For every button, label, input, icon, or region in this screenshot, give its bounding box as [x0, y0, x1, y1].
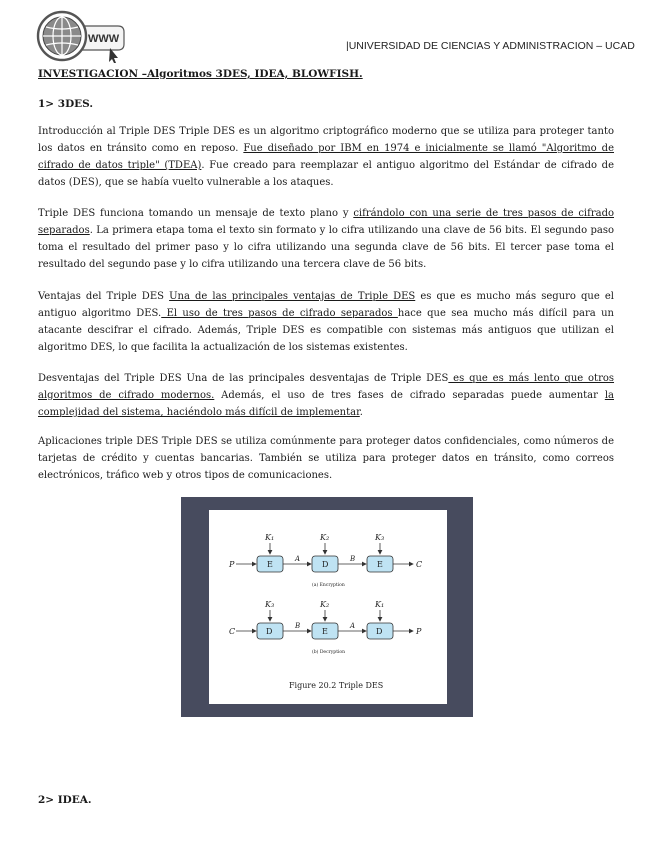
enc-box-3-label: E: [377, 560, 383, 569]
enc-output: C: [416, 560, 423, 569]
paragraph-applications: Aplicaciones triple DES Triple DES se utiliza comúnmente para proteger datos confidenciales, como números de tarjetas de crédito y cuentas bancarias. También se utiliza para proteger datos en tránsito, como correos electrónicos, tráfico web y otros tipos de comunicaciones.: [38, 436, 614, 481]
paragraph-functioning: Triple DES funciona tomando un mensaje de texto plano y cifrándolo con una serie de tres pasos de cifrado separados. La primera etapa toma el texto sin formato y lo cifra utilizando una clave de 56 bits. El segundo paso toma el resultado del primer paso y lo cifra utilizando una segunda clave de 56 bits. El tercer pase toma el resultado del segundo pase y lo cifra utilizando una tercera clave de 56 bits.: [38, 208, 614, 270]
logo-text: WWW: [88, 33, 120, 45]
section-heading-3des: 1> 3DES.: [38, 98, 94, 110]
dec-key-3: K₁: [375, 600, 385, 609]
dec-link-b: B: [295, 622, 301, 630]
paragraph-disadvantages: Desventajas del Triple DES Una de las principales desventajas de Triple DES es que es más lento que otros algoritmos de cifrado modernos. Además, el uso de tres fases de cifrado separadas puede aumentar la complejidad del sistema, haciéndolo más difícil de implementar.: [38, 373, 615, 418]
enc-box-1-label: E: [267, 560, 273, 569]
paragraph-advantages: Ventajas del Triple DES Una de las principales ventajas de Triple DES es que es mucho más seguro que el antiguo algoritmo DES. El uso de tres pasos de cifrado separados hace que sea mucho más difícil para un atacante descifrar el cifrado. Además, Triple DES es compatible con sistemas más antiguos que utilizan el algoritmo DES, lo que facilita la actualización de los sistemas existentes.: [38, 291, 614, 353]
dec-box-2-label: E: [322, 627, 328, 636]
enc-box-2-label: D: [322, 560, 329, 569]
enc-key-1: K₁: [265, 533, 275, 542]
dec-input: C: [229, 627, 236, 636]
enc-label: (a) Encryption: [312, 583, 345, 588]
page-title: INVESTIGACION –Algoritmos 3DES, IDEA, BLOWFISH.: [38, 68, 363, 80]
section-heading-idea: 2> IDEA.: [38, 794, 92, 806]
dec-link-a: A: [350, 622, 356, 630]
figure-caption: Figure 20.2 Triple DES: [289, 681, 384, 690]
dec-key-2: K₂: [320, 600, 330, 609]
dec-label: (b) Decryption: [312, 650, 346, 655]
decryption-diagram: [229, 600, 422, 655]
encryption-diagram: [228, 533, 422, 588]
header-university: |UNIVERSIDAD DE CIENCIAS Y ADMINISTRACION – UCAD: [346, 40, 635, 52]
enc-key-2: K₂: [320, 533, 330, 542]
dec-box-1-label: D: [266, 627, 273, 636]
globe-icon: [34, 8, 126, 64]
enc-link-b: B: [350, 555, 356, 563]
dec-output: P: [416, 627, 422, 636]
triple-des-figure: [181, 497, 473, 717]
university-logo: [34, 8, 126, 64]
enc-key-3: K₃: [375, 533, 385, 542]
paragraph-intro: Introducción al Triple DES Triple DES es un algoritmo criptográfico moderno que se utiliza para proteger tanto los datos en tránsito como en reposo. Fue diseñado por IBM en 1974 e inicialmente se llamó "Algoritmo de cifrado de datos triple" (TDEA). Fue creado para reemplazar el antiguo algoritmo del Estándar de cifrado de datos (DES), que se había vuelto vulnerable a los ataques.: [38, 126, 614, 188]
dec-key-1: K₃: [265, 600, 275, 609]
figure-diagram: [209, 510, 447, 704]
dec-box-3-label: D: [376, 627, 383, 636]
enc-input: P: [229, 560, 235, 569]
enc-link-a: A: [295, 555, 301, 563]
